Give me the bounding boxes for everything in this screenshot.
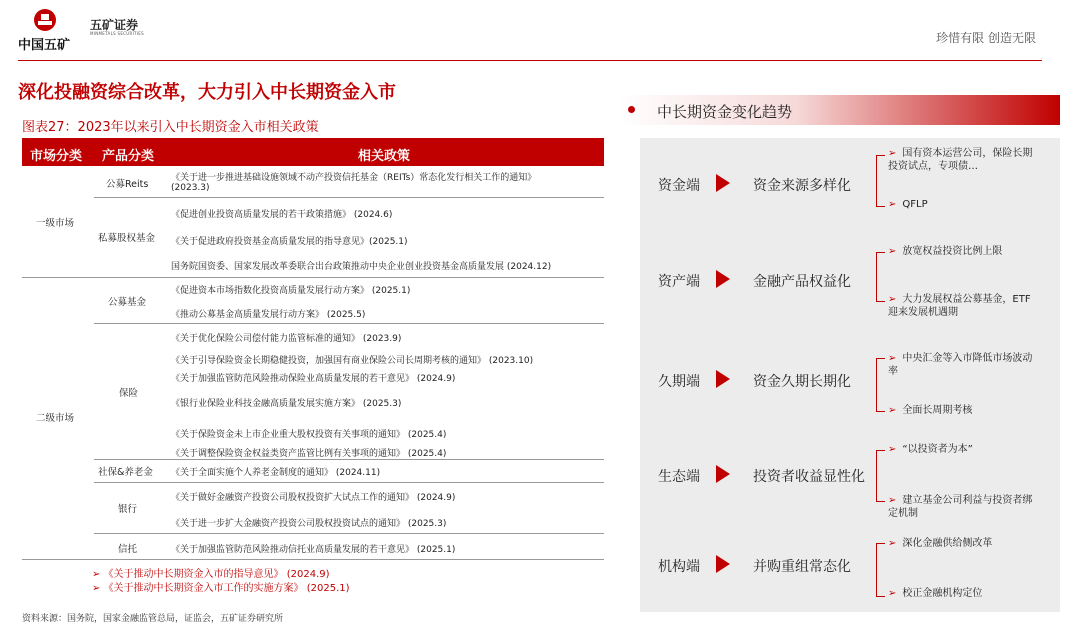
logo-text: 中国五矿 [18, 38, 71, 53]
company-name-en: MINMETALS SECURITIES [90, 31, 144, 36]
trend-item: ➢ 建立基金公司利益与投资者绑定机制 [888, 495, 1033, 519]
policy-item: 《促进资本市场指数化投资高质量发展行动方案》 (2025.1) [171, 286, 411, 296]
trend-label: 资产端 [658, 274, 700, 290]
arrow-right-icon [716, 555, 730, 573]
product-pension: 社保&养老金 [98, 467, 153, 478]
column-header-policy: 相关政策 [358, 149, 411, 164]
policy-item: 《推动公募基金高质量发展行动方案》 (2025.5) [171, 310, 366, 320]
trend-label: 资金端 [658, 178, 700, 194]
page-title: 深化投融资综合改革，大力引入中长期资金入市 [18, 82, 396, 103]
bracket [876, 450, 885, 502]
product-mutual-fund: 公募基金 [108, 297, 147, 308]
slogan: 珍惜有限 创造无限 [936, 31, 1036, 45]
row-divider [22, 277, 604, 278]
trend-name: 资金久期长期化 [753, 374, 851, 390]
product-bank: 银行 [118, 504, 138, 515]
trend-item: ➢ 校正金融机构定位 [888, 588, 983, 599]
trend-item: ➢ 深化金融供给侧改革 [888, 538, 993, 549]
trend-name: 投资者收益显性化 [753, 469, 865, 485]
product-insurance: 保险 [119, 388, 139, 399]
policy-item: (2023.3) [171, 183, 210, 193]
column-header-product: 产品分类 [102, 149, 155, 164]
bracket [876, 155, 885, 207]
column-header-market: 市场分类 [30, 149, 83, 164]
policy-item: 《关于加强监管防范风险推动信托业高质量发展的若干意见》 (2025.1) [171, 545, 456, 555]
policy-item: 《银行业保险业科技金融高质量发展实施方案》 (2025.3) [171, 399, 402, 409]
market-primary: 一级市场 [36, 218, 75, 229]
policy-item: 《关于进一步推进基础设施领域不动产投资信托基金（REITs）常态化发行相关工作的通知》 [171, 173, 537, 183]
trend-label: 生态端 [658, 469, 700, 485]
trend-label: 机构端 [658, 559, 700, 575]
figure-title: 图表27：2023年以来引入中长期资金入市相关政策 [22, 120, 319, 135]
trend-name: 资金来源多样化 [753, 178, 851, 194]
policy-item: 《关于进一步扩大金融资产投资公司股权投资试点的通知》 (2025.3) [171, 519, 447, 529]
policy-item: 《关于加强监管防范风险推动保险业高质量发展的若干意见》 (2024.9) [171, 374, 456, 384]
policy-item: 《关于引导保险资金长期稳健投资，加强国有商业保险公司长周期考核的通知》 (2023.10) [171, 356, 534, 366]
source-note: 资料来源：国务院，国家金融监管总局，证监会，五矿证券研究所 [22, 614, 284, 624]
footnote-policy: ➢ 《关于推动中长期资金入市工作的实施方案》 (2025.1) [92, 583, 350, 594]
trend-item: ➢ 国有资本运营公司，保险长期投资试点，专项债… [888, 148, 1033, 172]
bracket [876, 252, 885, 302]
trend-item: ➢ 全面长周期考核 [888, 405, 973, 416]
trend-item: ➢ 放宽权益投资比例上限 [888, 246, 1003, 257]
row-divider [94, 482, 604, 483]
company-logo [32, 8, 58, 32]
policy-item: 《关于做好金融资产投资公司股权投资扩大试点工作的通知》 (2024.9) [171, 493, 456, 503]
trend-item: ➢ “以投资者为本” [888, 444, 973, 455]
trend-label: 久期端 [658, 374, 700, 390]
product-pe-fund: 私募股权基金 [98, 233, 156, 244]
bracket [876, 543, 885, 597]
row-divider [94, 323, 604, 324]
company-name: 五矿证券 [90, 18, 139, 32]
trend-item: ➢ 大力发展权益公募基金，ETF迎来发展机遇期 [888, 294, 1031, 318]
section-title: 中长期资金变化趋势 [657, 103, 793, 121]
policy-item: 《关于全面实施个人养老金制度的通知》 (2024.11) [171, 468, 381, 478]
trend-item: ➢ QFLP [888, 199, 928, 210]
table-header [22, 138, 604, 166]
policy-item: 《关于优化保险公司偿付能力监管标准的通知》 (2023.9) [171, 334, 402, 344]
policy-item: 《促进创业投资高质量发展的若干政策措施》 (2024.6) [171, 210, 393, 220]
row-divider [94, 459, 604, 460]
arrow-right-icon [716, 465, 730, 483]
trend-name: 并购重组常态化 [753, 559, 851, 575]
arrow-right-icon [716, 270, 730, 288]
policy-item: 《关于调整保险资金权益类资产监管比例有关事项的通知》 (2025.4) [171, 449, 447, 459]
bullet-icon [628, 106, 635, 113]
row-divider [22, 559, 604, 560]
row-divider [94, 533, 604, 534]
product-trust: 信托 [118, 544, 138, 555]
footnote-policy: ➢ 《关于推动中长期资金入市的指导意见》 (2024.9) [92, 569, 330, 580]
trend-item: ➢ 中央汇金等入市降低市场波动率 [888, 353, 1033, 377]
header-divider [18, 60, 1042, 61]
policy-item: 《关于促进政府投资基金高质量发展的指导意见》(2025.1) [171, 237, 408, 247]
policy-item: 国务院国资委、国家发展改革委联合出台政策推动中央企业创业投资基金高质量发展 (2024.12) [171, 262, 552, 272]
product-reits: 公募Reits [106, 179, 149, 190]
row-divider [94, 197, 604, 198]
arrow-right-icon [716, 174, 730, 192]
bracket [876, 358, 885, 412]
policy-item: 《关于保险资金未上市企业重大股权投资有关事项的通知》 (2025.4) [171, 430, 447, 440]
trend-name: 金融产品权益化 [753, 274, 851, 290]
market-secondary: 二级市场 [36, 413, 75, 424]
arrow-right-icon [716, 370, 730, 388]
